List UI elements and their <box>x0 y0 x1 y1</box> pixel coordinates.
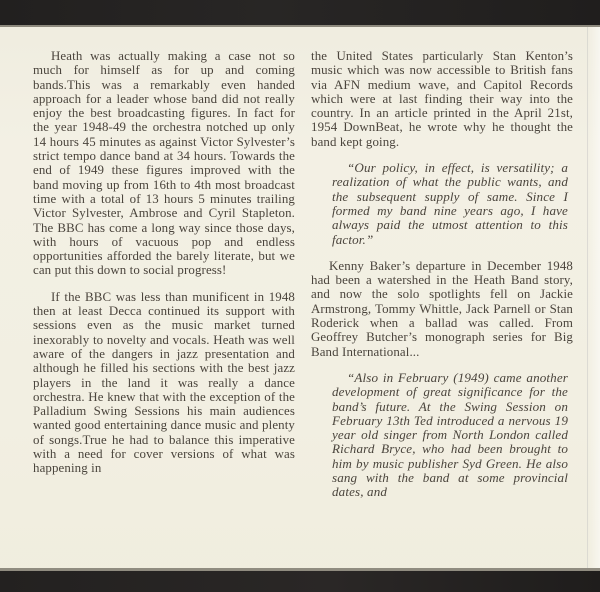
quote-also-in-february: “Also in February (1949) came another development of great significance for the band’s future. At the Swing Session on February 13th Ted introduced a nervous 19 year old singer from North London called Richard Bryce, who had been brought to him by music publisher Syd Green. He also sang with the band at some provincial dates, and <box>332 369 568 500</box>
page-text-area <box>0 27 600 568</box>
paragraph-kenny-baker: Kenny Baker’s departure in December 1948 had been a watershed in the Heath Band story, and now the solo spotlights fell on Jackie Armstrong, Tommy Whittle, Jack Parnell or Stan Roderick when a ballad was called. From Geoffrey Butcher’s monograph series for Big Band International... <box>311 258 573 359</box>
paragraph-stan-kenton: the United States particularly Stan Kenton’s music which was now accessible to British fans via AFN medium wave, and Capitol Records which were at last finding their way into the country. In an article printed in the April 21st, 1954 DownBeat, he wrote why he thought the band kept going. <box>311 49 573 149</box>
right-text-column <box>311 49 573 568</box>
top-black-band <box>0 0 600 27</box>
quote-our-policy: “Our policy, in effect, is versatility; a realization of what the public wants, and the subsequent supply of same. Since I formed my band nine years ago, I have always paid the utmost attention to this factor.” <box>332 160 568 247</box>
page-right-edge-highlight <box>587 27 600 568</box>
bottom-black-band <box>0 568 600 592</box>
paragraph-decca-sessions: If the BBC was less than munificent in 1948 then at least Decca continued its support with sessions even as the music market turned inexorably to novelty and vocals. Heath was well aware of the dangers in jazz presentation and although he filled his sections with the best jazz players in the land it was really a dance orchestra. He knew that with the exception of the Palladium Swing Sessions his main audiences wanted good entertaining dance music and plenty of songs.True he had to balance this imperative with a need for cover versions of what was happening in <box>33 289 295 476</box>
paragraph-broadcast-figures: Heath was actually making a case not so much for himself as for up and coming bands.This was a remarkably even handed approach for a leader whose band did not really enjoy the best broadcasting figures. In fact for the year 1948-49 the orchestra notched up only 14 hours 45 minutes as against Victor Sylvester’s strict tempo dance band at 34 hours. Towards the end of 1949 these figures improved with the band moving up from 16th to 4th most broadcast time with a total of 13 hours 5 minutes trailing Victor Sylvester, Ambrose and Cyril Stapleton. The BBC has come a long way since those days, with hours of vacuous pop and endless opportunities afforded the barely literate, but we can put this down to social progress! <box>33 49 295 278</box>
left-text-column <box>33 49 295 568</box>
